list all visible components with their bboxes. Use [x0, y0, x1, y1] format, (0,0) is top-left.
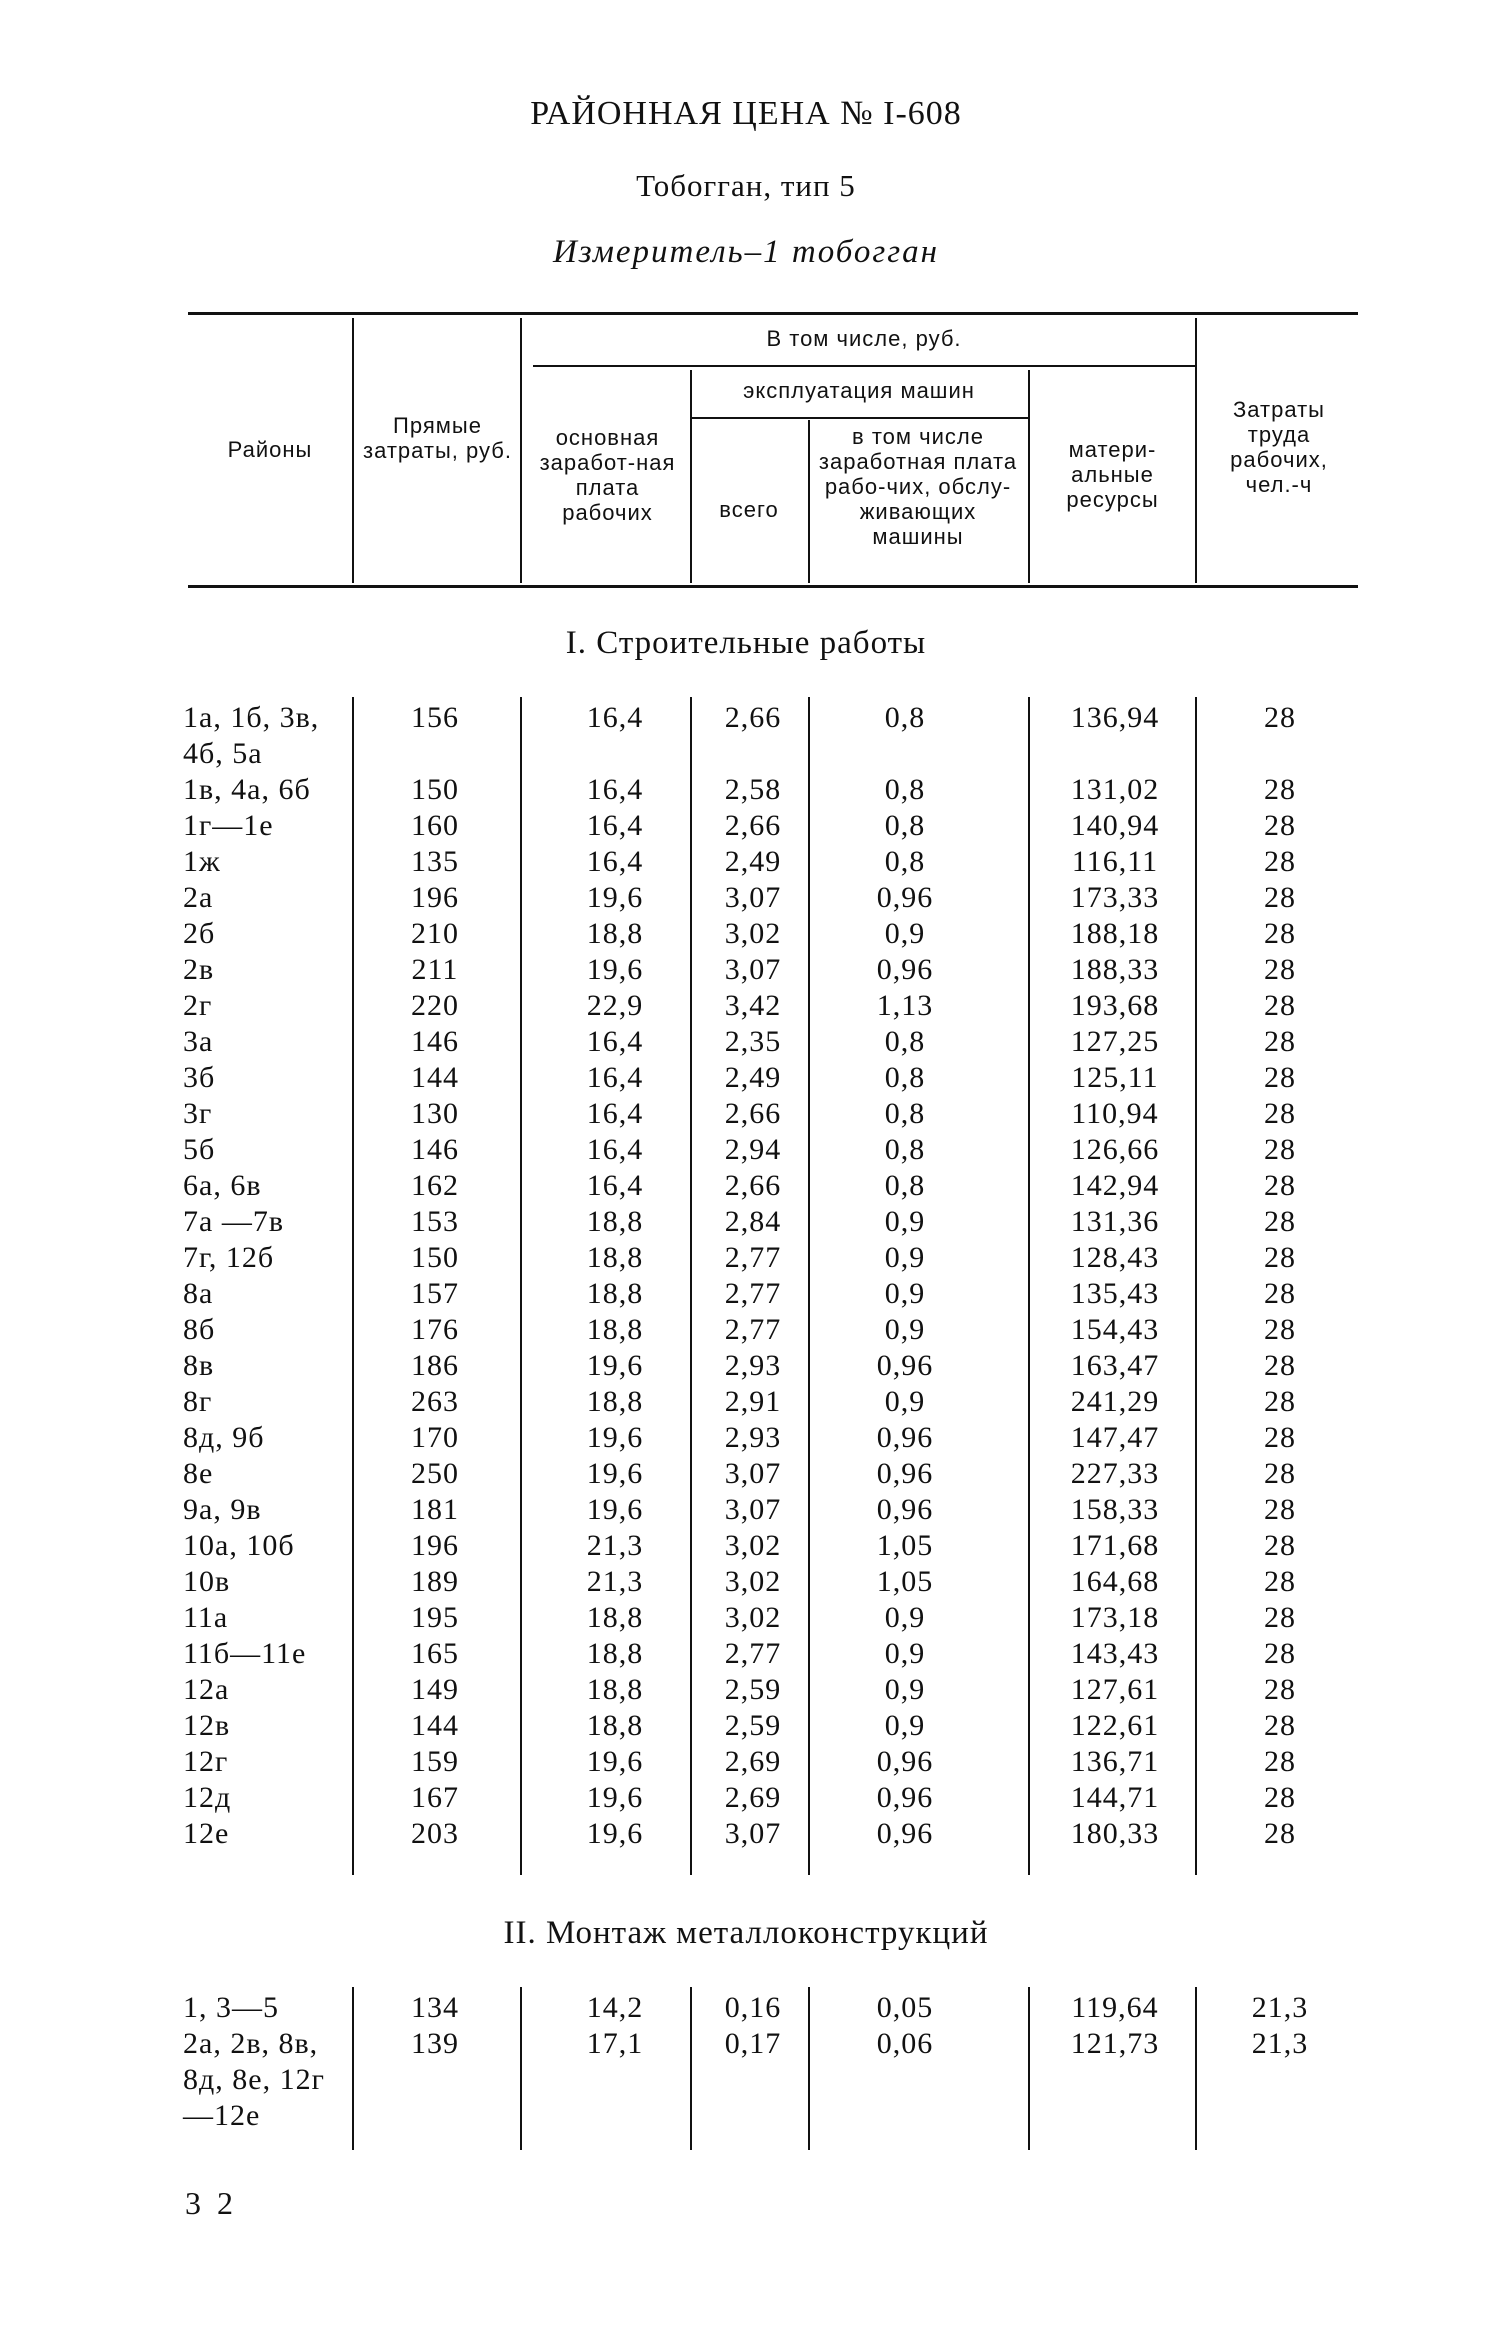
- labor-cell: 28: [1264, 1601, 1296, 1634]
- materials-cell: 163,47: [1070, 1349, 1160, 1382]
- machines-total-cell: 2,93: [724, 1421, 782, 1454]
- basic-wage-cell: 21,3: [586, 1565, 644, 1598]
- direct-costs-cell: 189: [411, 1565, 459, 1598]
- machine-wage-cell: 0,9: [884, 1385, 926, 1418]
- materials-cell: 116,11: [1071, 845, 1159, 878]
- labor-cell: 28: [1264, 1817, 1296, 1850]
- materials-cell: 128,43: [1070, 1241, 1160, 1274]
- labor-cell: 28: [1264, 1385, 1296, 1418]
- direct-costs-cell: 195: [411, 1601, 459, 1634]
- header-machine-wage: в том числе заработная плата рабо-чих, обслу-живающих машины: [818, 424, 1018, 549]
- basic-wage-cell: 16,4: [586, 845, 644, 878]
- basic-wage-cell: 18,8: [586, 1277, 644, 1310]
- labor-cell: 28: [1264, 1025, 1296, 1058]
- column-divider: [690, 1987, 692, 2150]
- region-cell: 3г: [183, 1097, 213, 1130]
- labor-cell: 28: [1264, 1061, 1296, 1094]
- labor-cell: 28: [1264, 1637, 1296, 1670]
- page-subtitle: Тобогган, тип 5: [636, 168, 856, 203]
- direct-costs-cell: 196: [411, 881, 459, 914]
- direct-costs-cell: 150: [411, 1241, 459, 1274]
- measure-unit: Измеритель–1 тобогган: [552, 234, 940, 270]
- header-divider: [520, 318, 522, 583]
- region-cell: 11б—11е: [183, 1637, 307, 1670]
- direct-costs-cell: 160: [411, 809, 459, 842]
- region-cell: 7а —7в: [183, 1205, 284, 1238]
- direct-costs-cell: 150: [411, 773, 459, 806]
- machines-total-cell: 2,49: [724, 845, 782, 878]
- basic-wage-cell: 18,8: [586, 1313, 644, 1346]
- machines-total-cell: 0,16: [724, 1991, 782, 2024]
- direct-costs-cell: 159: [411, 1745, 459, 1778]
- region-cell: 8в: [183, 1349, 215, 1382]
- labor-cell: 28: [1264, 1457, 1296, 1490]
- direct-costs-cell: 162: [411, 1169, 459, 1202]
- machines-total-cell: 2,58: [724, 773, 782, 806]
- materials-cell: 164,68: [1070, 1565, 1160, 1598]
- basic-wage-cell: 18,8: [586, 1709, 644, 1742]
- labor-cell: 28: [1264, 881, 1296, 914]
- machines-total-cell: 2,49: [724, 1061, 782, 1094]
- column-divider: [808, 697, 810, 1875]
- region-cell: 11а: [183, 1601, 229, 1634]
- header-regions: Районы: [227, 437, 313, 462]
- machines-total-cell: 3,07: [724, 881, 782, 914]
- region-cell: 8б: [183, 1313, 216, 1346]
- region-cell: 5б: [183, 1133, 216, 1166]
- region-cell: 2а, 2в, 8в, 8д, 8е, 12г —12е: [183, 2027, 325, 2132]
- header-machine-operation: эксплуатация машин: [743, 378, 975, 403]
- basic-wage-cell: 16,4: [586, 1133, 644, 1166]
- labor-cell: 28: [1264, 1349, 1296, 1382]
- machines-total-cell: 2,84: [724, 1205, 782, 1238]
- machine-wage-cell: 1,05: [876, 1529, 934, 1562]
- machines-total-cell: 2,66: [724, 1097, 782, 1130]
- region-cell: 7г, 12б: [183, 1241, 275, 1274]
- labor-cell: 21,3: [1251, 2027, 1309, 2060]
- region-cell: 2в: [183, 953, 215, 986]
- machine-wage-cell: 0,96: [876, 1817, 934, 1850]
- labor-cell: 28: [1264, 1529, 1296, 1562]
- direct-costs-cell: 170: [411, 1421, 459, 1454]
- direct-costs-cell: 139: [411, 2027, 459, 2060]
- direct-costs-cell: 157: [411, 1277, 459, 1310]
- machines-total-cell: 3,07: [724, 1457, 782, 1490]
- direct-costs-cell: 167: [411, 1781, 459, 1814]
- machine-wage-cell: 0,8: [884, 1169, 926, 1202]
- machines-total-cell: 2,59: [724, 1673, 782, 1706]
- machines-total-cell: 2,66: [724, 701, 782, 734]
- labor-cell: 28: [1264, 1709, 1296, 1742]
- machine-wage-cell: 0,9: [884, 1601, 926, 1634]
- direct-costs-cell: 196: [411, 1529, 459, 1562]
- region-cell: 12г: [183, 1745, 229, 1778]
- materials-cell: 135,43: [1070, 1277, 1160, 1310]
- direct-costs-cell: 135: [411, 845, 459, 878]
- column-divider: [1195, 1987, 1197, 2150]
- materials-cell: 188,33: [1070, 953, 1160, 986]
- machine-wage-cell: 0,8: [884, 809, 926, 842]
- materials-cell: 193,68: [1070, 989, 1160, 1022]
- materials-cell: 171,68: [1070, 1529, 1160, 1562]
- materials-cell: 131,02: [1070, 773, 1160, 806]
- machine-wage-cell: 0,8: [884, 1097, 926, 1130]
- column-divider: [808, 1987, 810, 2150]
- header-bottom-rule: [188, 585, 1358, 588]
- basic-wage-cell: 18,8: [586, 917, 644, 950]
- including-rule: [533, 365, 1195, 367]
- region-cell: 3а: [183, 1025, 214, 1058]
- column-divider: [690, 697, 692, 1875]
- direct-costs-cell: 181: [411, 1493, 459, 1526]
- column-divider: [1028, 1987, 1030, 2150]
- machines-total-cell: 2,77: [724, 1637, 782, 1670]
- basic-wage-cell: 19,6: [586, 1817, 644, 1850]
- labor-cell: 28: [1264, 701, 1296, 734]
- basic-wage-cell: 16,4: [586, 773, 644, 806]
- header-including: В том числе, руб.: [766, 326, 962, 351]
- machine-wage-cell: 0,96: [876, 1745, 934, 1778]
- labor-cell: 28: [1264, 1313, 1296, 1346]
- machine-wage-cell: 0,96: [876, 1781, 934, 1814]
- column-divider: [520, 697, 522, 1875]
- machines-total-cell: 2,66: [724, 1169, 782, 1202]
- basic-wage-cell: 22,9: [586, 989, 644, 1022]
- basic-wage-cell: 18,8: [586, 1385, 644, 1418]
- machines-total-cell: 0,17: [724, 2027, 782, 2060]
- basic-wage-cell: 18,8: [586, 1205, 644, 1238]
- machine-wage-cell: 0,9: [884, 1709, 926, 1742]
- machines-total-cell: 2,91: [724, 1385, 782, 1418]
- materials-cell: 158,33: [1070, 1493, 1160, 1526]
- basic-wage-cell: 19,6: [586, 1745, 644, 1778]
- page-number: 3 2: [185, 2185, 237, 2221]
- machine-wage-cell: 0,9: [884, 917, 926, 950]
- direct-costs-cell: 176: [411, 1313, 459, 1346]
- labor-cell: 28: [1264, 1277, 1296, 1310]
- labor-cell: 28: [1264, 1205, 1296, 1238]
- machine-wage-cell: 0,8: [884, 1061, 926, 1094]
- region-cell: 2б: [183, 917, 216, 950]
- basic-wage-cell: 19,6: [586, 1493, 644, 1526]
- machines-total-cell: 2,69: [724, 1745, 782, 1778]
- basic-wage-cell: 18,8: [586, 1601, 644, 1634]
- direct-costs-cell: 203: [411, 1817, 459, 1850]
- basic-wage-cell: 21,3: [586, 1529, 644, 1562]
- labor-cell: 28: [1264, 1133, 1296, 1166]
- basic-wage-cell: 16,4: [586, 809, 644, 842]
- materials-cell: 122,61: [1070, 1709, 1160, 1742]
- machine-wage-cell: 0,96: [876, 953, 934, 986]
- materials-cell: 173,18: [1070, 1601, 1160, 1634]
- machines-total-cell: 3,07: [724, 1493, 782, 1526]
- header-labor: Затраты труда рабочих, чел.-ч: [1230, 397, 1328, 497]
- labor-cell: 28: [1264, 773, 1296, 806]
- labor-cell: 21,3: [1251, 1991, 1309, 2024]
- labor-cell: 28: [1264, 1421, 1296, 1454]
- materials-cell: 140,94: [1070, 809, 1160, 842]
- page-title: РАЙОННАЯ ЦЕНА № I-608: [530, 95, 962, 132]
- direct-costs-cell: 263: [411, 1385, 459, 1418]
- machines-total-cell: 3,02: [724, 1565, 782, 1598]
- region-cell: 12а: [183, 1673, 230, 1706]
- labor-cell: 28: [1264, 1673, 1296, 1706]
- machine-wage-cell: 0,05: [876, 1991, 934, 2024]
- region-cell: 12е: [183, 1817, 230, 1850]
- direct-costs-cell: 211: [411, 953, 459, 986]
- basic-wage-cell: 16,4: [586, 1169, 644, 1202]
- basic-wage-cell: 16,4: [586, 1025, 644, 1058]
- machines-total-cell: 3,02: [724, 917, 782, 950]
- direct-costs-cell: 156: [411, 701, 459, 734]
- materials-cell: 119,64: [1071, 1991, 1159, 2024]
- column-divider: [1195, 697, 1197, 1875]
- machine-wage-cell: 0,9: [884, 1241, 926, 1274]
- region-cell: 10в: [183, 1565, 231, 1598]
- materials-cell: 126,66: [1070, 1133, 1160, 1166]
- direct-costs-cell: 144: [411, 1709, 459, 1742]
- machine-wage-cell: 0,96: [876, 1457, 934, 1490]
- materials-cell: 188,18: [1070, 917, 1160, 950]
- machines-total-cell: 3,07: [724, 1817, 782, 1850]
- basic-wage-cell: 19,6: [586, 1349, 644, 1382]
- basic-wage-cell: 19,6: [586, 1421, 644, 1454]
- table-top-rule: [188, 312, 1358, 315]
- machines-total-cell: 2,59: [724, 1709, 782, 1742]
- region-cell: 6а, 6в: [183, 1169, 262, 1202]
- labor-cell: 28: [1264, 1781, 1296, 1814]
- machines-total-cell: 3,02: [724, 1529, 782, 1562]
- header-divider: [808, 420, 810, 583]
- machine-wage-cell: 0,96: [876, 1493, 934, 1526]
- machines-total-cell: 2,35: [724, 1025, 782, 1058]
- materials-cell: 147,47: [1070, 1421, 1160, 1454]
- machines-total-cell: 2,77: [724, 1277, 782, 1310]
- materials-cell: 127,25: [1070, 1025, 1160, 1058]
- header-total: всего: [719, 497, 779, 522]
- header-basic-wage: основная заработ-ная плата рабочих: [539, 425, 676, 525]
- direct-costs-cell: 130: [411, 1097, 459, 1130]
- materials-cell: 180,33: [1070, 1817, 1160, 1850]
- materials-cell: 131,36: [1070, 1205, 1160, 1238]
- region-cell: 2а: [183, 881, 214, 914]
- region-cell: 1ж: [183, 845, 221, 878]
- materials-cell: 136,71: [1070, 1745, 1160, 1778]
- header-divider: [352, 318, 354, 583]
- column-divider: [1028, 697, 1030, 1875]
- machine-wage-cell: 0,8: [884, 773, 926, 806]
- labor-cell: 28: [1264, 1745, 1296, 1778]
- direct-costs-cell: 250: [411, 1457, 459, 1490]
- materials-cell: 173,33: [1070, 881, 1160, 914]
- labor-cell: 28: [1264, 1241, 1296, 1274]
- labor-cell: 28: [1264, 1493, 1296, 1526]
- region-cell: 12д: [183, 1781, 232, 1814]
- materials-cell: 127,61: [1070, 1673, 1160, 1706]
- basic-wage-cell: 16,4: [586, 1097, 644, 1130]
- header-materials: матери-альные ресурсы: [1066, 437, 1159, 512]
- region-cell: 8д, 9б: [183, 1421, 265, 1454]
- machine-wage-cell: 0,9: [884, 1313, 926, 1346]
- basic-wage-cell: 19,6: [586, 953, 644, 986]
- region-cell: 8а: [183, 1277, 214, 1310]
- machines-total-cell: 2,77: [724, 1313, 782, 1346]
- materials-cell: 125,11: [1071, 1061, 1159, 1094]
- region-cell: 9а, 9в: [183, 1493, 262, 1526]
- machine-wage-cell: 0,8: [884, 845, 926, 878]
- machine-wage-cell: 0,8: [884, 1025, 926, 1058]
- basic-wage-cell: 14,2: [586, 1991, 644, 2024]
- region-cell: 1, 3—5: [183, 1991, 279, 2024]
- direct-costs-cell: 146: [411, 1133, 459, 1166]
- machines-total-cell: 2,93: [724, 1349, 782, 1382]
- basic-wage-cell: 16,4: [586, 1061, 644, 1094]
- machine-wage-cell: 0,9: [884, 1205, 926, 1238]
- machines-total-cell: 2,77: [724, 1241, 782, 1274]
- region-cell: 1а, 1б, 3в, 4б, 5а: [183, 701, 320, 770]
- materials-cell: 121,73: [1070, 2027, 1160, 2060]
- materials-cell: 227,33: [1070, 1457, 1160, 1490]
- materials-cell: 241,29: [1070, 1385, 1160, 1418]
- basic-wage-cell: 19,6: [586, 881, 644, 914]
- direct-costs-cell: 153: [411, 1205, 459, 1238]
- direct-costs-cell: 134: [411, 1991, 459, 2024]
- region-cell: 2г: [183, 989, 213, 1022]
- machine-wage-cell: 0,96: [876, 881, 934, 914]
- region-cell: 8е: [183, 1457, 214, 1490]
- machine-wage-cell: 0,9: [884, 1673, 926, 1706]
- machine-wage-cell: 0,96: [876, 1421, 934, 1454]
- machine-wage-cell: 0,9: [884, 1277, 926, 1310]
- header-direct-costs: Прямые затраты, руб.: [363, 413, 512, 463]
- machines-total-cell: 3,07: [724, 953, 782, 986]
- region-cell: 1г—1е: [183, 809, 274, 842]
- machines-total-cell: 2,69: [724, 1781, 782, 1814]
- materials-cell: 136,94: [1070, 701, 1160, 734]
- labor-cell: 28: [1264, 845, 1296, 878]
- column-divider: [520, 1987, 522, 2150]
- machine-wage-cell: 1,13: [876, 989, 934, 1022]
- region-cell: 1в, 4а, 6б: [183, 773, 311, 806]
- section-2-title: II. Монтаж металлоконструкций: [503, 1915, 989, 1951]
- labor-cell: 28: [1264, 1565, 1296, 1598]
- labor-cell: 28: [1264, 917, 1296, 950]
- machine-wage-cell: 0,06: [876, 2027, 934, 2060]
- labor-cell: 28: [1264, 953, 1296, 986]
- labor-cell: 28: [1264, 1169, 1296, 1202]
- materials-cell: 142,94: [1070, 1169, 1160, 1202]
- machine-wage-cell: 0,8: [884, 1133, 926, 1166]
- machines-total-cell: 2,94: [724, 1133, 782, 1166]
- direct-costs-cell: 220: [411, 989, 459, 1022]
- machine-wage-cell: 0,9: [884, 1637, 926, 1670]
- basic-wage-cell: 19,6: [586, 1457, 644, 1490]
- header-divider: [1028, 370, 1030, 583]
- direct-costs-cell: 146: [411, 1025, 459, 1058]
- direct-costs-cell: 149: [411, 1673, 459, 1706]
- machine-wage-cell: 0,8: [884, 701, 926, 734]
- region-cell: 3б: [183, 1061, 216, 1094]
- machine-wage-cell: 1,05: [876, 1565, 934, 1598]
- materials-cell: 110,94: [1071, 1097, 1159, 1130]
- section-1-title: I. Строительные работы: [565, 625, 927, 661]
- basic-wage-cell: 17,1: [586, 2027, 644, 2060]
- header-divider: [1195, 318, 1197, 583]
- labor-cell: 28: [1264, 989, 1296, 1022]
- basic-wage-cell: 18,8: [586, 1637, 644, 1670]
- basic-wage-cell: 16,4: [586, 701, 644, 734]
- machines-total-cell: 3,42: [724, 989, 782, 1022]
- machine-wage-cell: 0,96: [876, 1349, 934, 1382]
- region-cell: 10а, 10б: [183, 1529, 295, 1562]
- machines-total-cell: 2,66: [724, 809, 782, 842]
- materials-cell: 154,43: [1070, 1313, 1160, 1346]
- basic-wage-cell: 18,8: [586, 1241, 644, 1274]
- direct-costs-cell: 165: [411, 1637, 459, 1670]
- direct-costs-cell: 144: [411, 1061, 459, 1094]
- direct-costs-cell: 186: [411, 1349, 459, 1382]
- materials-cell: 143,43: [1070, 1637, 1160, 1670]
- materials-cell: 144,71: [1070, 1781, 1160, 1814]
- basic-wage-cell: 19,6: [586, 1781, 644, 1814]
- labor-cell: 28: [1264, 1097, 1296, 1130]
- labor-cell: 28: [1264, 809, 1296, 842]
- basic-wage-cell: 18,8: [586, 1673, 644, 1706]
- region-cell: 12в: [183, 1709, 231, 1742]
- region-cell: 8г: [183, 1385, 213, 1418]
- direct-costs-cell: 210: [411, 917, 459, 950]
- machines-rule: [690, 417, 1028, 419]
- machines-total-cell: 3,02: [724, 1601, 782, 1634]
